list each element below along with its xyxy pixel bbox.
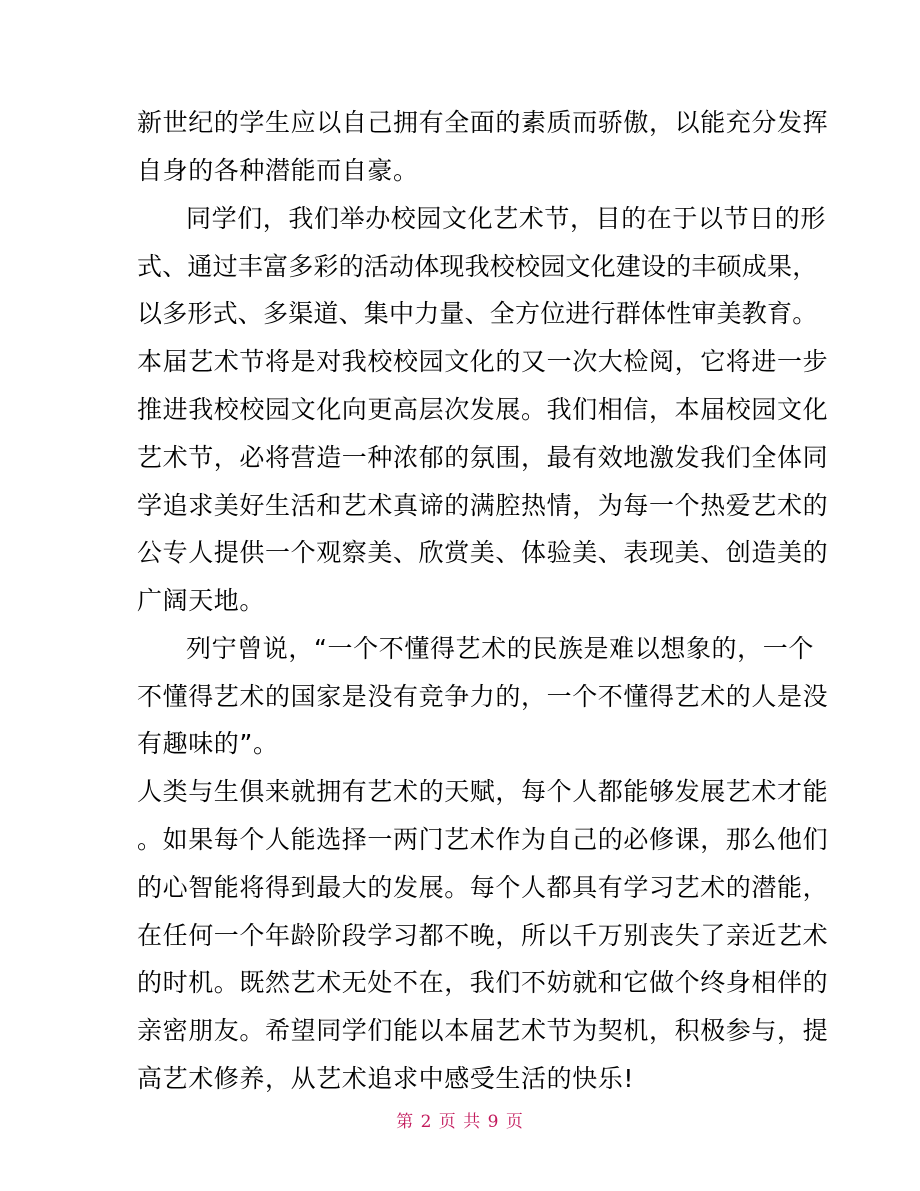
text-line: 亲密朋友。希望同学们能以本届艺术节为契机，积极参与，提	[137, 1016, 829, 1045]
text-line: 同学们，我们举办校园文化艺术节，目的在于以节日的形	[186, 204, 827, 233]
text-line: 式、通过丰富多彩的活动体现我校校园文化建设的丰硕成果，	[137, 252, 818, 281]
text-line: 推进我校校园文化向更高层次发展。我们相信，本届校园文化	[137, 395, 829, 424]
text-line: 广阔天地。	[137, 586, 266, 615]
text-line: 有趣味的”。	[137, 729, 279, 758]
text-line: 列宁曾说，“一个不懂得艺术的民族是难以想象的，一个	[186, 634, 814, 663]
text-line: 艺术节，必将营造一种浓郁的氛围，最有效地激发我们全体同	[137, 443, 829, 472]
text-line: 本届艺术节将是对我校校园文化的又一次大检阅，它将进一步	[137, 347, 829, 376]
text-line: 的时机。既然艺术无处不在，我们不妨就和它做个终身相伴的	[137, 968, 829, 997]
text-line: 学追求美好生活和艺术真谛的满腔热情，为每一个热爱艺术的	[137, 491, 829, 520]
text-line: 自身的各种潜能而自豪。	[137, 156, 419, 185]
text-line: 不懂得艺术的国家是没有竞争力的，一个不懂得艺术的人是没	[137, 682, 829, 711]
text-line: 公专人提供一个观察美、欣赏美、体验美、表现美、创造美的	[137, 538, 829, 567]
text-line: 的心智能将得到最大的发展。每个人都具有学习艺术的潜能，	[137, 873, 829, 902]
text-line: 以多形式、多渠道、集中力量、全方位进行群体性审美教育。	[137, 299, 818, 328]
page-number-footer: 第 2 页 共 9 页	[396, 1112, 524, 1132]
text-line: 人类与生俱来就拥有艺术的天赋，每个人都能够发展艺术才能	[137, 777, 829, 806]
text-line: 新世纪的学生应以自己拥有全面的素质而骄傲，以能充分发挥	[137, 108, 829, 137]
text-line: 高艺术修养，从艺术追求中感受生活的快乐!	[137, 1064, 635, 1093]
text-line: 。如果每个人能选择一两门艺术作为自己的必修课，那么他们	[137, 825, 829, 854]
text-line: 在任何一个年龄阶段学习都不晚，所以千万别丧失了亲近艺术	[137, 921, 829, 950]
